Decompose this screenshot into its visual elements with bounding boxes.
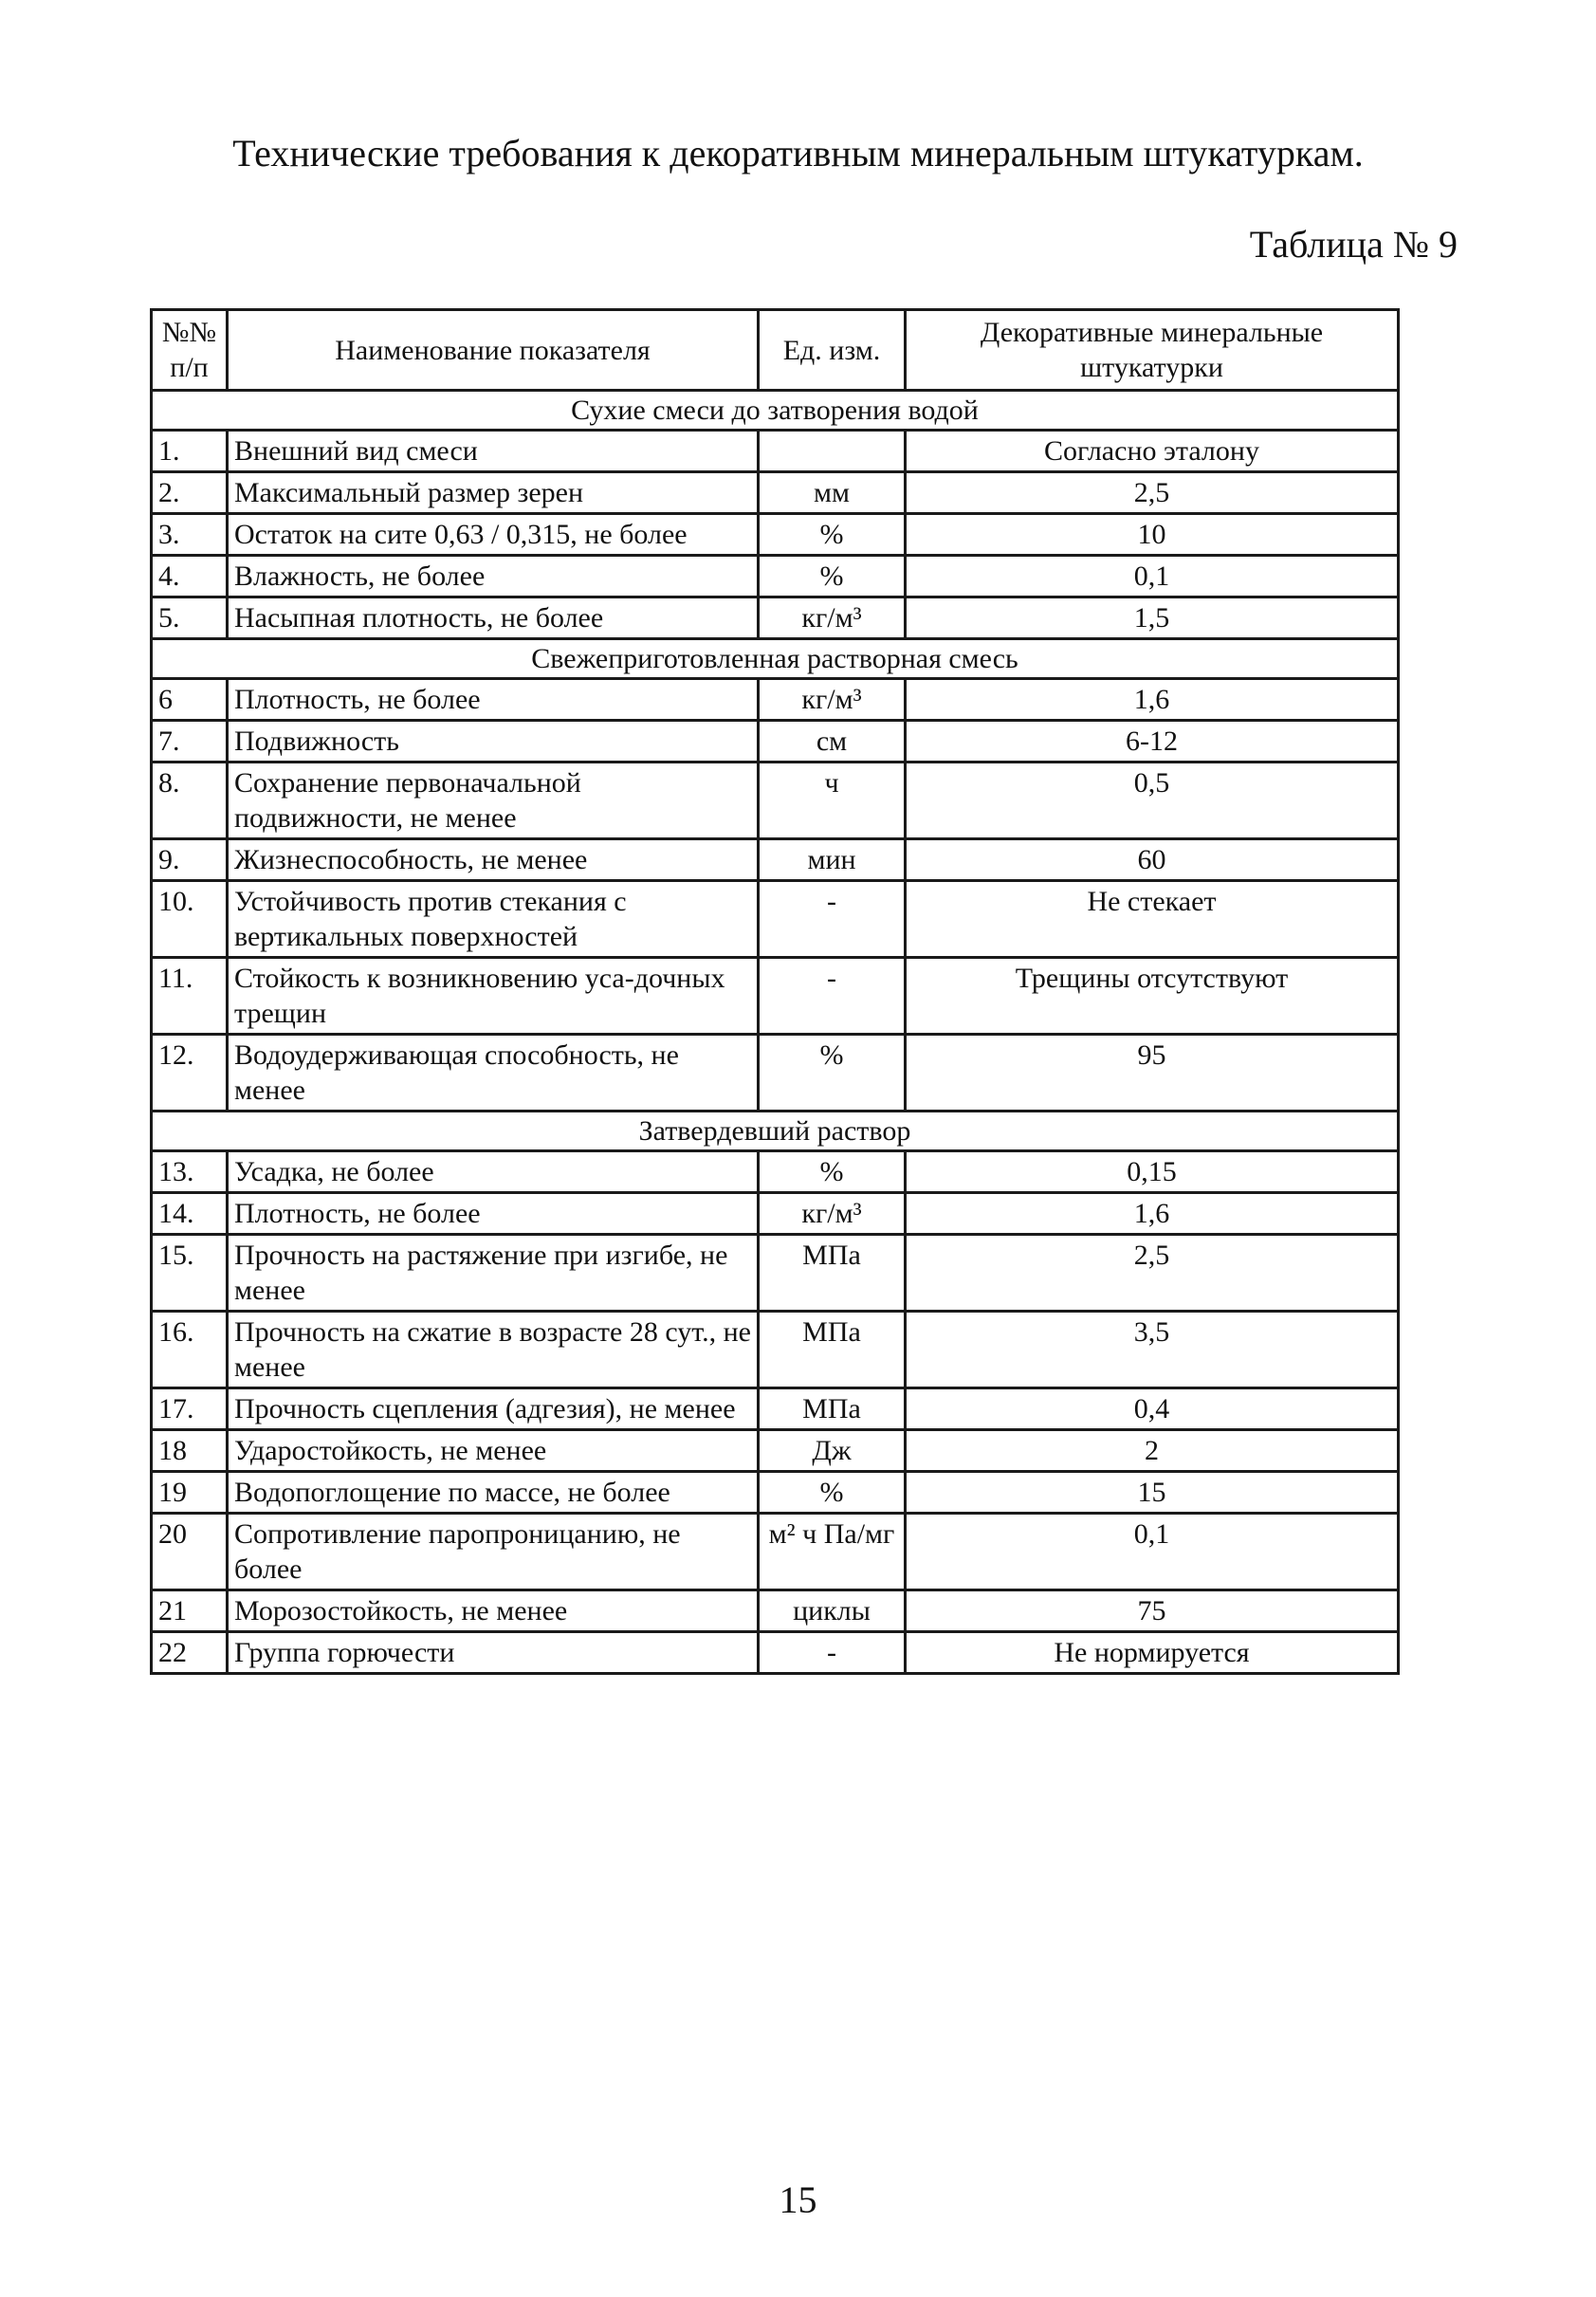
section-row — [152, 391, 1399, 431]
row-unit: МПа — [759, 1312, 906, 1388]
row-number: 21 — [152, 1590, 228, 1632]
row-name: Подвижность — [228, 721, 759, 763]
header-name: Наименование показателя — [228, 310, 759, 391]
row-name: Водопоглощение по массе, не более — [228, 1472, 759, 1514]
table-body — [152, 391, 1399, 1674]
row-value: Согласно эталону — [906, 431, 1399, 472]
row-unit: кг/м³ — [759, 597, 906, 639]
section-title: Затвердевший раствор — [152, 1112, 1399, 1151]
row-value: 2 — [906, 1430, 1399, 1472]
row-name: Прочность на сжатие в возрасте 28 сут., не менее — [228, 1312, 759, 1388]
section-row — [152, 1112, 1399, 1151]
row-value: 0,5 — [906, 763, 1399, 839]
row-value: Трещины отсутствуют — [906, 958, 1399, 1035]
row-number: 4. — [152, 556, 228, 597]
table-row — [152, 1035, 1399, 1112]
row-name: Влажность, не более — [228, 556, 759, 597]
section-title: Сухие смеси до затворения водой — [152, 391, 1399, 431]
table-row — [152, 1590, 1399, 1632]
row-number: 12. — [152, 1035, 228, 1112]
table-row — [152, 839, 1399, 881]
row-unit: кг/м³ — [759, 1193, 906, 1235]
row-value: Не стекает — [906, 881, 1399, 958]
row-name: Стойкость к возникновению уса-дочных трещин — [228, 958, 759, 1035]
table-row — [152, 958, 1399, 1035]
row-name: Максимальный размер зерен — [228, 472, 759, 514]
header-value: Декоративные минеральные штукатурки — [906, 310, 1399, 391]
row-number: 16. — [152, 1312, 228, 1388]
table-row — [152, 1312, 1399, 1388]
row-number: 1. — [152, 431, 228, 472]
row-name: Остаток на сите 0,63 / 0,315, не более — [228, 514, 759, 556]
row-unit: ч — [759, 763, 906, 839]
row-unit: - — [759, 958, 906, 1035]
table-row — [152, 1430, 1399, 1472]
row-name: Сохранение первоначальной подвижности, не менее — [228, 763, 759, 839]
row-unit: мин — [759, 839, 906, 881]
row-number: 15. — [152, 1235, 228, 1312]
table-row — [152, 1193, 1399, 1235]
table-row — [152, 556, 1399, 597]
row-name: Усадка, не более — [228, 1151, 759, 1193]
row-name: Внешний вид смеси — [228, 431, 759, 472]
row-value: 1,6 — [906, 1193, 1399, 1235]
row-unit — [759, 431, 906, 472]
row-value: 15 — [906, 1472, 1399, 1514]
row-unit: % — [759, 1151, 906, 1193]
row-unit: кг/м³ — [759, 679, 906, 721]
table-row — [152, 597, 1399, 639]
row-number: 7. — [152, 721, 228, 763]
row-number: 20 — [152, 1514, 228, 1590]
row-number: 9. — [152, 839, 228, 881]
row-unit: % — [759, 514, 906, 556]
requirements-table — [150, 308, 1400, 1675]
table-row — [152, 881, 1399, 958]
document-title: Технические требования к декоративным минеральным штукатуркам. — [232, 132, 1364, 175]
header-unit: Ед. изм. — [759, 310, 906, 391]
section-title: Свежеприготовленная растворная смесь — [152, 639, 1399, 679]
table-number: Таблица № 9 — [1249, 223, 1458, 266]
row-unit: % — [759, 1472, 906, 1514]
row-unit: МПа — [759, 1235, 906, 1312]
table-header-row — [152, 310, 1399, 391]
row-number: 6 — [152, 679, 228, 721]
row-value: 2,5 — [906, 1235, 1399, 1312]
row-name: Плотность, не более — [228, 1193, 759, 1235]
table-row — [152, 1151, 1399, 1193]
row-unit: % — [759, 556, 906, 597]
row-name: Прочность сцепления (адгезия), не менее — [228, 1388, 759, 1430]
row-value: 2,5 — [906, 472, 1399, 514]
table-row — [152, 1514, 1399, 1590]
table-row — [152, 721, 1399, 763]
table-row — [152, 431, 1399, 472]
row-name: Жизнеспособность, не менее — [228, 839, 759, 881]
table-row — [152, 1235, 1399, 1312]
table-row — [152, 1472, 1399, 1514]
row-unit: циклы — [759, 1590, 906, 1632]
table-row — [152, 763, 1399, 839]
row-value: Не нормируется — [906, 1632, 1399, 1674]
row-number: 22 — [152, 1632, 228, 1674]
row-unit: - — [759, 881, 906, 958]
row-name: Ударостойкость, не менее — [228, 1430, 759, 1472]
table-row — [152, 1388, 1399, 1430]
row-name: Насыпная плотность, не более — [228, 597, 759, 639]
row-value: 0,1 — [906, 1514, 1399, 1590]
row-number: 17. — [152, 1388, 228, 1430]
section-row — [152, 639, 1399, 679]
table-row — [152, 472, 1399, 514]
row-number: 14. — [152, 1193, 228, 1235]
row-unit: % — [759, 1035, 906, 1112]
row-value: 6-12 — [906, 721, 1399, 763]
row-unit: мм — [759, 472, 906, 514]
row-value: 60 — [906, 839, 1399, 881]
row-value: 95 — [906, 1035, 1399, 1112]
row-name: Устойчивость против стекания с вертикальных поверхностей — [228, 881, 759, 958]
row-unit: - — [759, 1632, 906, 1674]
row-value: 0,4 — [906, 1388, 1399, 1430]
row-number: 18 — [152, 1430, 228, 1472]
row-unit: м² ч Па/мг — [759, 1514, 906, 1590]
row-name: Группа горючести — [228, 1632, 759, 1674]
page-number: 15 — [779, 2178, 817, 2221]
row-number: 10. — [152, 881, 228, 958]
row-value: 1,6 — [906, 679, 1399, 721]
table-row — [152, 1632, 1399, 1674]
row-unit: МПа — [759, 1388, 906, 1430]
row-value: 1,5 — [906, 597, 1399, 639]
row-number: 2. — [152, 472, 228, 514]
table-row — [152, 679, 1399, 721]
row-name: Плотность, не более — [228, 679, 759, 721]
row-value: 10 — [906, 514, 1399, 556]
row-number: 8. — [152, 763, 228, 839]
row-number: 19 — [152, 1472, 228, 1514]
row-value: 3,5 — [906, 1312, 1399, 1388]
row-name: Прочность на растяжение при изгибе, не менее — [228, 1235, 759, 1312]
row-unit: Дж — [759, 1430, 906, 1472]
row-value: 0,1 — [906, 556, 1399, 597]
table-row — [152, 514, 1399, 556]
row-number: 3. — [152, 514, 228, 556]
row-value: 75 — [906, 1590, 1399, 1632]
row-number: 5. — [152, 597, 228, 639]
header-num: №№ п/п — [152, 310, 228, 391]
row-unit: см — [759, 721, 906, 763]
row-name: Морозостойкость, не менее — [228, 1590, 759, 1632]
row-value: 0,15 — [906, 1151, 1399, 1193]
row-name: Водоудерживающая способность, не менее — [228, 1035, 759, 1112]
row-number: 13. — [152, 1151, 228, 1193]
row-name: Сопротивление паропроницанию, не более — [228, 1514, 759, 1590]
row-number: 11. — [152, 958, 228, 1035]
